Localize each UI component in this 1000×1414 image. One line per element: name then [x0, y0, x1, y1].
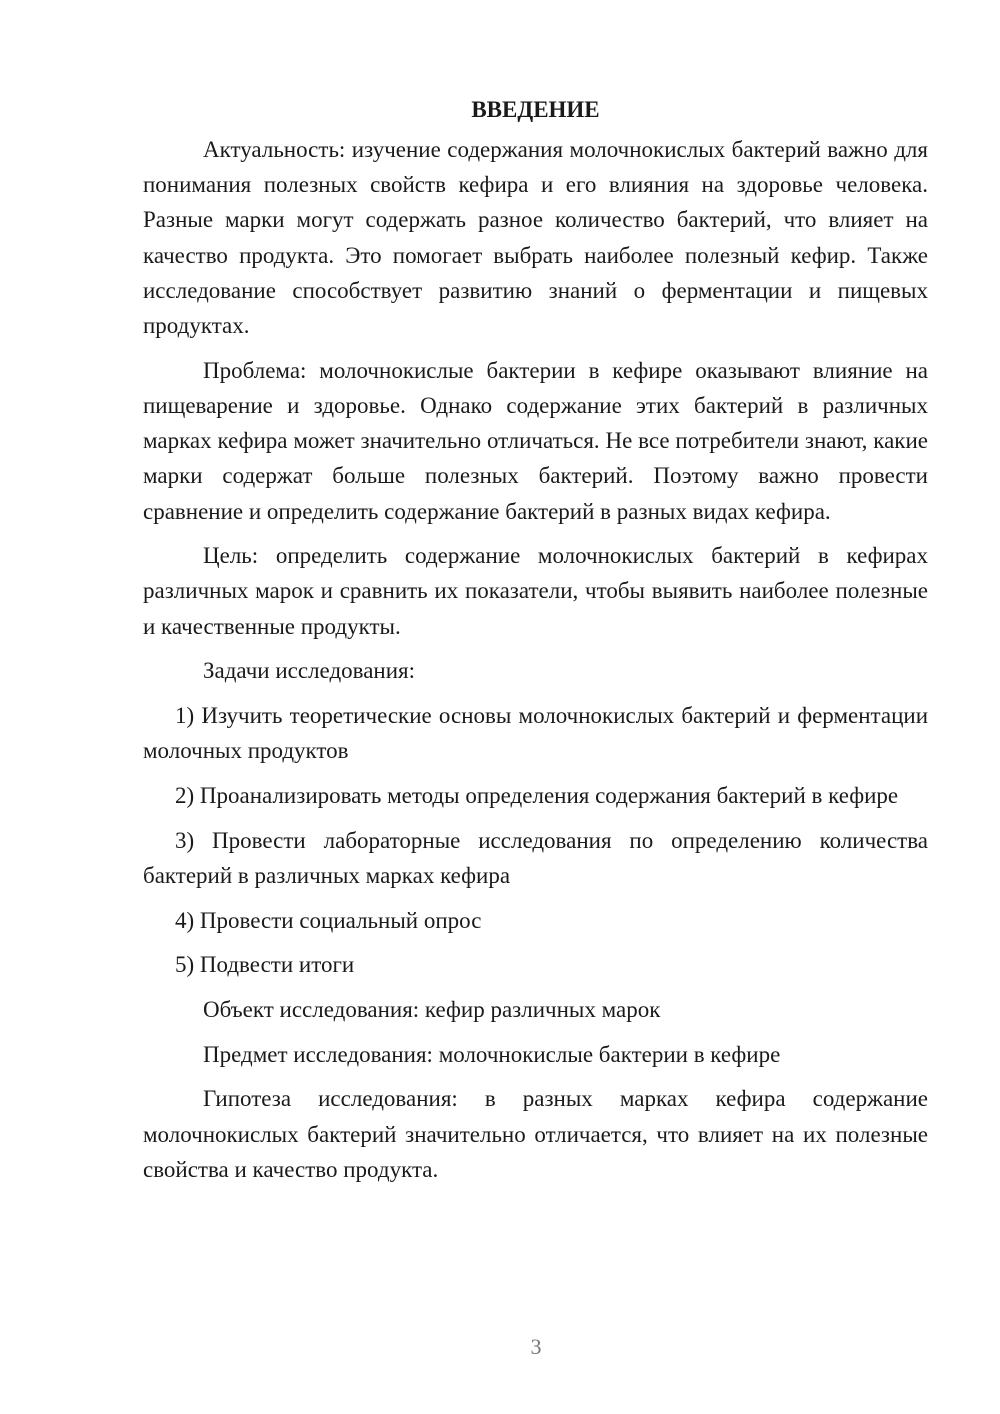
task-item-2: 2) Проанализировать методы определения содержания бактерий в кефире [175, 782, 899, 808]
research-hypothesis: Гипотеза исследования: в разных марках кефира содержание молочнокислых бактерий значительно отличается, что влияет на их полезные свойства и качество продукта. [143, 1086, 928, 1182]
task-item-5: 5) Подвести итоги [175, 952, 355, 978]
task-item-3: 3) Провести лабораторные исследования по определению количества бактерий в различных марках кефира [143, 827, 928, 888]
goal-paragraph: Цель: определить содержание молочнокислых бактерий в кефирах различных марок и сравнить их показатели, чтобы выявить наиболее полезные и качественные продукты. [143, 543, 928, 639]
tasks-heading: Задачи исследования: [203, 658, 416, 684]
task-item-4: 4) Провести социальный опрос [175, 907, 482, 933]
research-subject: Предмет исследования: молочнокислые бактерии в кефире [203, 1041, 781, 1067]
page-title: ВВЕДЕНИЕ [471, 97, 600, 122]
document-body [143, 92, 928, 1187]
relevance-paragraph: Актуальность: изучение содержания молочнокислых бактерий важно для понимания полезных свойств кефира и его влияния на здоровье человека. Разные марки могут содержать разное количество бактерий, что влияет на качество продукта. Это помогает выбрать наиболее полезный кефир. Также исследование способствует развитию знаний о ферментации и пищевых продуктах. [143, 137, 928, 339]
problem-paragraph: Проблема: молочнокислые бактерии в кефире оказывают влияние на пищеварение и здоровье. Однако содержание этих бактерий в различных марках кефира может значительно отличаться. Не все потребители знают, какие марки содержат больше полезных бактерий. Поэтому важно провести сравнение и определить содержание бактерий в разных видах кефира. [143, 357, 928, 524]
research-object: Объект исследования: кефир различных марок [203, 996, 661, 1022]
task-item-1: 1) Изучить теоретические основы молочнокислых бактерий и ферментации молочных продуктов [143, 703, 928, 764]
page-number: 3 [530, 1334, 542, 1359]
